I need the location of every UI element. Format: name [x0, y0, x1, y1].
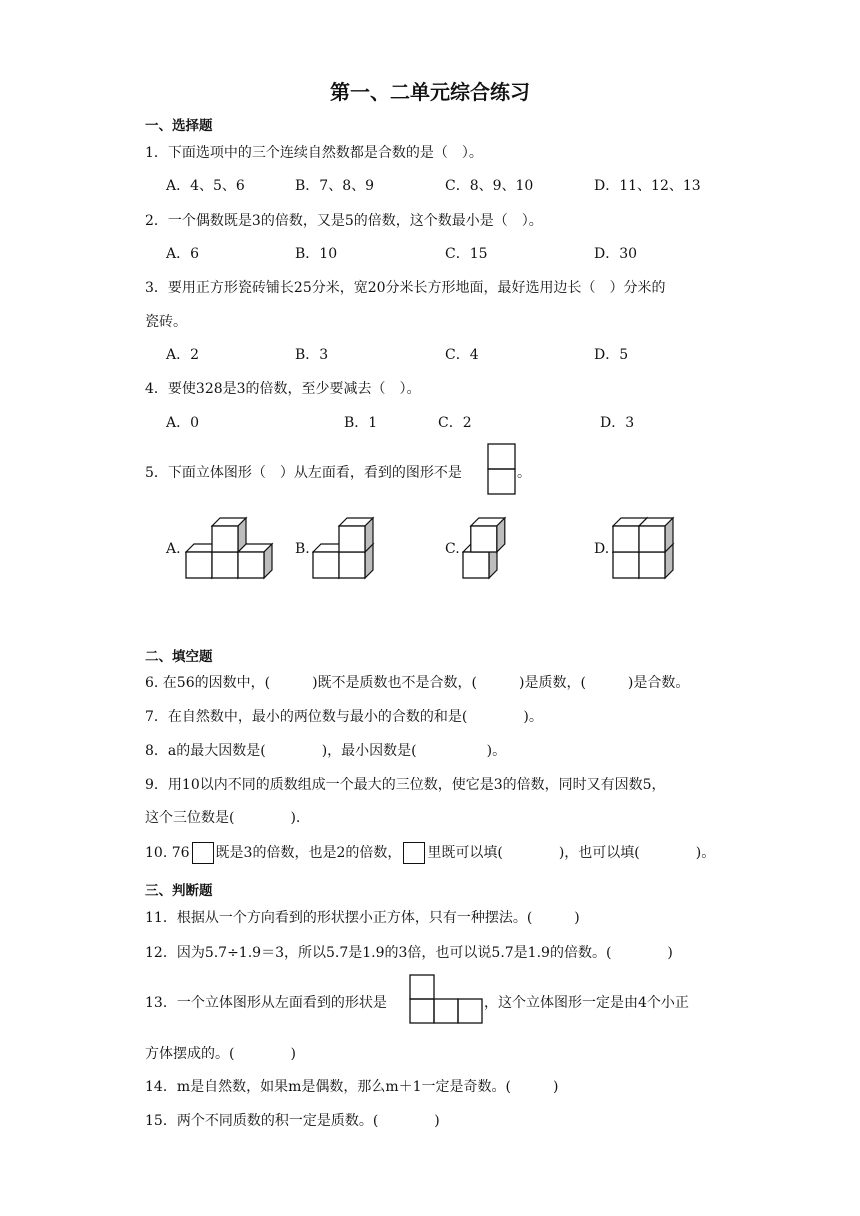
question-2: 2．一个偶数既是3的倍数，又是5的倍数，这个数最小是（ ）。 [145, 213, 543, 229]
cube-face [639, 526, 665, 552]
question-5: 5．下面立体图形（ ）从左面看，看到的图形不是 [145, 465, 462, 481]
q5-figure-a [185, 510, 285, 585]
section-heading-judge: 三、判断题 [145, 883, 213, 899]
question-15: 15．两个不同质数的积一定是质数。( ) [145, 1113, 440, 1129]
cube-face [613, 526, 639, 552]
question-9-cont: 这个三位数是( ). [145, 810, 301, 826]
q5-option-c: C. [445, 541, 460, 557]
q5-view-figure [487, 443, 517, 497]
q10-mid: 既是3的倍数，也是2的倍数， [215, 845, 402, 861]
question-3: 3．要用正方形瓷砖铺长25分米，宽20分米长方形地面，最好选用边长（ ）分米的 [145, 280, 666, 296]
q4-option-d: D．3 [600, 415, 635, 431]
q10-blank-box-2 [403, 842, 425, 864]
page-title: 第一、二单元综合练习 [330, 80, 530, 104]
question-6: 6. 在56的因数中，( )既不是质数也不是合数，( )是质数，( )是合数。 [145, 675, 690, 691]
q3-option-d: D．5 [594, 347, 629, 363]
section-heading-choice: 一、选择题 [145, 118, 213, 134]
q5-figure-d [612, 510, 692, 585]
q4-option-b: B．1 [344, 415, 378, 431]
q10-suffix: 里既可以填( )，也可以填( )。 [427, 845, 716, 861]
q1-option-c: C．8、9、10 [445, 178, 534, 194]
q2-option-a: A．6 [166, 246, 200, 262]
q3-option-b: B．3 [295, 347, 329, 363]
section-heading-fill: 二、填空题 [145, 649, 213, 665]
q10-blank-box [192, 842, 214, 864]
question-1: 1．下面选项中的三个连续自然数都是合数的是（ ）。 [145, 145, 483, 161]
question-9: 9．用10以内不同的质数组成一个最大的三位数，使它是3的倍数，同时又有因数5， [145, 777, 666, 793]
question-12: 12．因为5.7÷1.9＝3，所以5.7是1.9的3倍，也可以说5.7是1.9的倍数。( ) [145, 945, 673, 961]
question-4: 4．要使328是3的倍数，至少要减去（ ）。 [145, 381, 421, 397]
q13-view-figure [409, 974, 485, 1026]
question-7: 7．在自然数中，最小的两位数与最小的合数的和是( )。 [145, 709, 543, 725]
cube-face [613, 552, 639, 578]
question-11: 11．根据从一个方向看到的形状摆小正方体，只有一种摆法。( ) [145, 910, 580, 926]
cube-face [212, 526, 238, 552]
cube-face [238, 552, 264, 578]
q1-option-b: B．7、8、9 [295, 178, 375, 194]
q5-figure-c [462, 510, 522, 585]
q3-option-c: C．4 [445, 347, 479, 363]
question-5-end: 。 [517, 465, 531, 481]
q4-option-a: A．0 [166, 415, 200, 431]
q10-prefix: 10. 76 [145, 845, 190, 861]
question-13: 13．一个立体图形从左面看到的形状是 [145, 995, 387, 1011]
cube-face [186, 552, 212, 578]
q5-option-b: B. [295, 541, 310, 557]
q3-option-a: A．2 [166, 347, 200, 363]
cube-face [313, 552, 339, 578]
q4-option-c: C．2 [438, 415, 472, 431]
q2-option-b: B．10 [295, 246, 338, 262]
cube-face [463, 552, 489, 578]
question-13-mid: ，这个立体图形一定是由4个小正 [484, 995, 689, 1011]
q5-option-a: A. [166, 541, 181, 557]
q5-option-d: D. [594, 541, 610, 557]
question-13-cont: 方体摆成的。( ) [145, 1046, 296, 1062]
cube-face [212, 552, 238, 578]
q2-option-d: D．30 [594, 246, 638, 262]
cube-face [339, 526, 365, 552]
question-14: 14．m是自然数，如果m是偶数，那么m＋1一定是奇数。( ) [145, 1079, 559, 1095]
cube-face [339, 552, 365, 578]
question-8: 8．a的最大因数是( )，最小因数是( )。 [145, 743, 507, 759]
q5-figure-b [312, 510, 392, 585]
cube-face [471, 526, 497, 552]
q2-option-c: C．15 [445, 246, 488, 262]
q1-option-a: A．4、5、6 [166, 178, 245, 194]
cube-face [639, 552, 665, 578]
q1-option-d: D．11、12、13 [594, 178, 701, 194]
question-10 [145, 842, 715, 864]
question-3-cont: 瓷砖。 [145, 314, 187, 330]
